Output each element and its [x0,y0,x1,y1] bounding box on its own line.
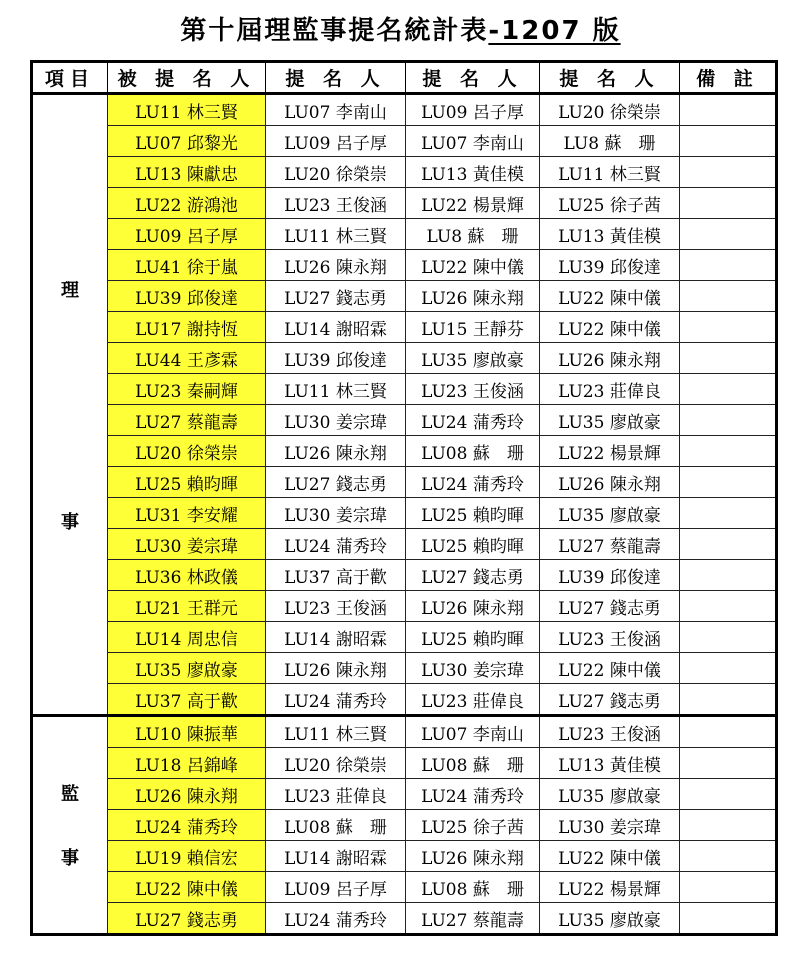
remarks-cell [680,872,777,903]
nominee-cell: LU17 謝持恆 [108,312,266,343]
remarks-cell [680,810,777,841]
remarks-cell [680,779,777,810]
table-row [32,343,777,374]
table-row [32,810,777,841]
group-label-char: 事 [61,511,79,533]
nominator-cell: LU15 王靜芬 [406,312,540,343]
table-row [32,779,777,810]
nominator-cell: LU13 黃佳模 [540,748,680,779]
nominee-cell: LU36 林政儀 [108,560,266,591]
nominator-cell: LU27 蔡龍壽 [540,529,680,560]
nominee-cell: LU14 周忠信 [108,622,266,653]
group-board-directors [32,94,108,716]
nominator-cell: LU8 蘇 珊 [540,126,680,157]
nominator-cell: LU22 陳中儀 [540,653,680,684]
nominator-cell: LU35 廖啟豪 [540,903,680,935]
nominator-cell: LU27 錢志勇 [406,560,540,591]
remarks-cell [680,716,777,748]
nominator-cell: LU24 蒲秀玲 [406,405,540,436]
remarks-cell [680,312,777,343]
nominator-cell: LU39 邱俊達 [540,560,680,591]
table-row [32,94,777,126]
remarks-cell [680,188,777,219]
table-row [32,126,777,157]
nominee-cell: LU18 呂錦峰 [108,748,266,779]
nominee-cell: LU44 王彥霖 [108,343,266,374]
nominator-cell: LU08 蘇 珊 [406,872,540,903]
table-row [32,498,777,529]
nominator-cell: LU11 林三賢 [266,374,406,405]
nominator-cell: LU27 錢志勇 [266,467,406,498]
remarks-cell [680,281,777,312]
remarks-cell [680,436,777,467]
nominator-cell: LU23 莊偉良 [406,684,540,716]
remarks-cell [680,157,777,188]
nominator-cell: LU25 賴昀暉 [406,529,540,560]
nominator-cell: LU26 陳永翔 [406,281,540,312]
table-row [32,841,777,872]
nominee-cell: LU35 廖啟豪 [108,653,266,684]
nominator-cell: LU35 廖啟豪 [540,779,680,810]
nominator-cell: LU27 蔡龍壽 [406,903,540,935]
remarks-cell [680,498,777,529]
remarks-cell [680,467,777,498]
nominator-cell: LU26 陳永翔 [406,841,540,872]
nominator-cell: LU09 呂子厚 [266,872,406,903]
nominator-cell: LU26 陳永翔 [540,467,680,498]
nominator-cell: LU11 林三賢 [266,716,406,748]
nominator-cell: LU23 王俊涵 [406,374,540,405]
group-label-char: 監 [61,784,79,805]
nominator-cell: LU35 廖啟豪 [540,405,680,436]
nominator-cell: LU22 陳中儀 [406,250,540,281]
nominator-cell: LU24 蒲秀玲 [406,779,540,810]
table-row [32,188,777,219]
nominee-cell: LU09 呂子厚 [108,219,266,250]
group-label-char: 理 [61,279,79,301]
remarks-cell [680,529,777,560]
remarks-cell [680,219,777,250]
nominator-cell: LU30 姜宗瑋 [540,810,680,841]
table-row [32,312,777,343]
nominator-cell: LU07 李南山 [266,94,406,126]
nominator-cell: LU26 陳永翔 [266,436,406,467]
remarks-cell [680,684,777,716]
remarks-cell [680,250,777,281]
nominee-cell: LU37 高于歡 [108,684,266,716]
nominator-cell: LU24 蒲秀玲 [266,684,406,716]
nominator-cell: LU24 蒲秀玲 [266,529,406,560]
nominee-cell: LU20 徐榮崇 [108,436,266,467]
remarks-cell [680,622,777,653]
remarks-cell [680,94,777,126]
nominee-cell: LU30 姜宗瑋 [108,529,266,560]
nominator-cell: LU30 姜宗瑋 [406,653,540,684]
table-row [32,281,777,312]
nominator-cell: LU8 蘇 珊 [406,219,540,250]
nomination-table [30,60,778,936]
nominee-cell: LU22 游鴻池 [108,188,266,219]
table-row [32,250,777,281]
nominator-cell: LU27 錢志勇 [540,684,680,716]
nominator-cell: LU24 蒲秀玲 [266,903,406,935]
nominator-cell: LU27 錢志勇 [266,281,406,312]
remarks-cell [680,903,777,935]
table-row [32,872,777,903]
nominator-cell: LU35 廖啟豪 [540,498,680,529]
nominee-cell: LU10 陳振華 [108,716,266,748]
table-row [32,591,777,622]
nominator-cell: LU09 呂子厚 [406,94,540,126]
nominator-cell: LU22 陳中儀 [540,841,680,872]
table-row [32,374,777,405]
table-body [32,94,777,935]
nominator-cell: LU39 邱俊達 [266,343,406,374]
nominator-cell: LU11 林三賢 [540,157,680,188]
nominee-cell: LU07 邱黎光 [108,126,266,157]
header-nominator-1: 提 名 人 [266,62,406,94]
table-row [32,157,777,188]
table-row [32,529,777,560]
nominator-cell: LU22 陳中儀 [540,281,680,312]
table-row [32,467,777,498]
nominator-cell: LU20 徐榮崇 [266,157,406,188]
table-row [32,684,777,716]
nominator-cell: LU35 廖啟豪 [406,343,540,374]
nominee-cell: LU31 李安耀 [108,498,266,529]
nominator-cell: LU37 高于歡 [266,560,406,591]
nominee-cell: LU41 徐于嵐 [108,250,266,281]
nominator-cell: LU24 蒲秀玲 [406,467,540,498]
header-nominator-2: 提 名 人 [406,62,540,94]
table-row [32,653,777,684]
header-row [32,62,777,94]
remarks-cell [680,841,777,872]
nominator-cell: LU22 陳中儀 [540,312,680,343]
nominator-cell: LU39 邱俊達 [540,250,680,281]
nominator-cell: LU14 謝昭霖 [266,312,406,343]
nominee-cell: LU24 蒲秀玲 [108,810,266,841]
remarks-cell [680,591,777,622]
nominator-cell: LU20 徐榮崇 [266,748,406,779]
nominee-cell: LU27 錢志勇 [108,903,266,935]
table-row [32,405,777,436]
nominee-cell: LU26 陳永翔 [108,779,266,810]
remarks-cell [680,560,777,591]
header-remarks: 備 註 [680,62,777,94]
header-category: 項目 [32,62,108,94]
nominator-cell: LU14 謝昭霖 [266,841,406,872]
nominator-cell: LU13 黃佳模 [540,219,680,250]
table-row [32,622,777,653]
group-label-char: 事 [61,848,79,869]
nominee-cell: LU13 陳獻忠 [108,157,266,188]
nominator-cell: LU08 蘇 珊 [406,436,540,467]
nominee-cell: LU39 邱俊達 [108,281,266,312]
nominator-cell: LU22 楊景輝 [540,436,680,467]
nominator-cell: LU23 王俊涵 [540,716,680,748]
nominator-cell: LU22 楊景輝 [540,872,680,903]
nominator-cell: LU25 徐子茜 [540,188,680,219]
title-main: 第十屆理監事提名統計表 [180,16,489,46]
table-row [32,716,777,748]
nominator-cell: LU23 王俊涵 [266,188,406,219]
nominee-cell: LU21 王群元 [108,591,266,622]
table-row [32,560,777,591]
remarks-cell [680,126,777,157]
nominator-cell: LU08 蘇 珊 [406,748,540,779]
nominator-cell: LU13 黃佳模 [406,157,540,188]
nominator-cell: LU25 賴昀暉 [406,498,540,529]
nominee-cell: LU11 林三賢 [108,94,266,126]
nominator-cell: LU20 徐榮崇 [540,94,680,126]
nominator-cell: LU30 姜宗瑋 [266,498,406,529]
nominator-cell: LU26 陳永翔 [266,653,406,684]
remarks-cell [680,653,777,684]
nomination-sheet [30,60,775,944]
remarks-cell [680,405,777,436]
title-version: -1207 版 [488,16,621,46]
nominator-cell: LU25 賴昀暉 [406,622,540,653]
group-supervisors [32,716,108,935]
nominator-cell: LU11 林三賢 [266,219,406,250]
page-title [0,10,801,47]
nominator-cell: LU22 楊景輝 [406,188,540,219]
nominator-cell: LU23 莊偉良 [266,779,406,810]
nominee-cell: LU25 賴昀暉 [108,467,266,498]
nominator-cell: LU08 蘇 珊 [266,810,406,841]
nominee-cell: LU27 蔡龍壽 [108,405,266,436]
nominee-cell: LU23 秦嗣輝 [108,374,266,405]
remarks-cell [680,374,777,405]
header-nominator-3: 提 名 人 [540,62,680,94]
nominator-cell: LU25 徐子茜 [406,810,540,841]
table-row [32,436,777,467]
table-row [32,903,777,935]
nominator-cell: LU27 錢志勇 [540,591,680,622]
remarks-cell [680,343,777,374]
nominator-cell: LU23 王俊涵 [540,622,680,653]
nominator-cell: LU14 謝昭霖 [266,622,406,653]
nominator-cell: LU23 王俊涵 [266,591,406,622]
header-nominee: 被 提 名 人 [108,62,266,94]
nominator-cell: LU09 呂子厚 [266,126,406,157]
nominator-cell: LU07 李南山 [406,126,540,157]
nominator-cell: LU26 陳永翔 [540,343,680,374]
nominee-cell: LU22 陳中儀 [108,872,266,903]
nominator-cell: LU26 陳永翔 [266,250,406,281]
nominee-cell: LU19 賴信宏 [108,841,266,872]
table-row [32,219,777,250]
nominator-cell: LU23 莊偉良 [540,374,680,405]
table-row [32,748,777,779]
nominator-cell: LU07 李南山 [406,716,540,748]
nominator-cell: LU30 姜宗瑋 [266,405,406,436]
remarks-cell [680,748,777,779]
nominator-cell: LU26 陳永翔 [406,591,540,622]
